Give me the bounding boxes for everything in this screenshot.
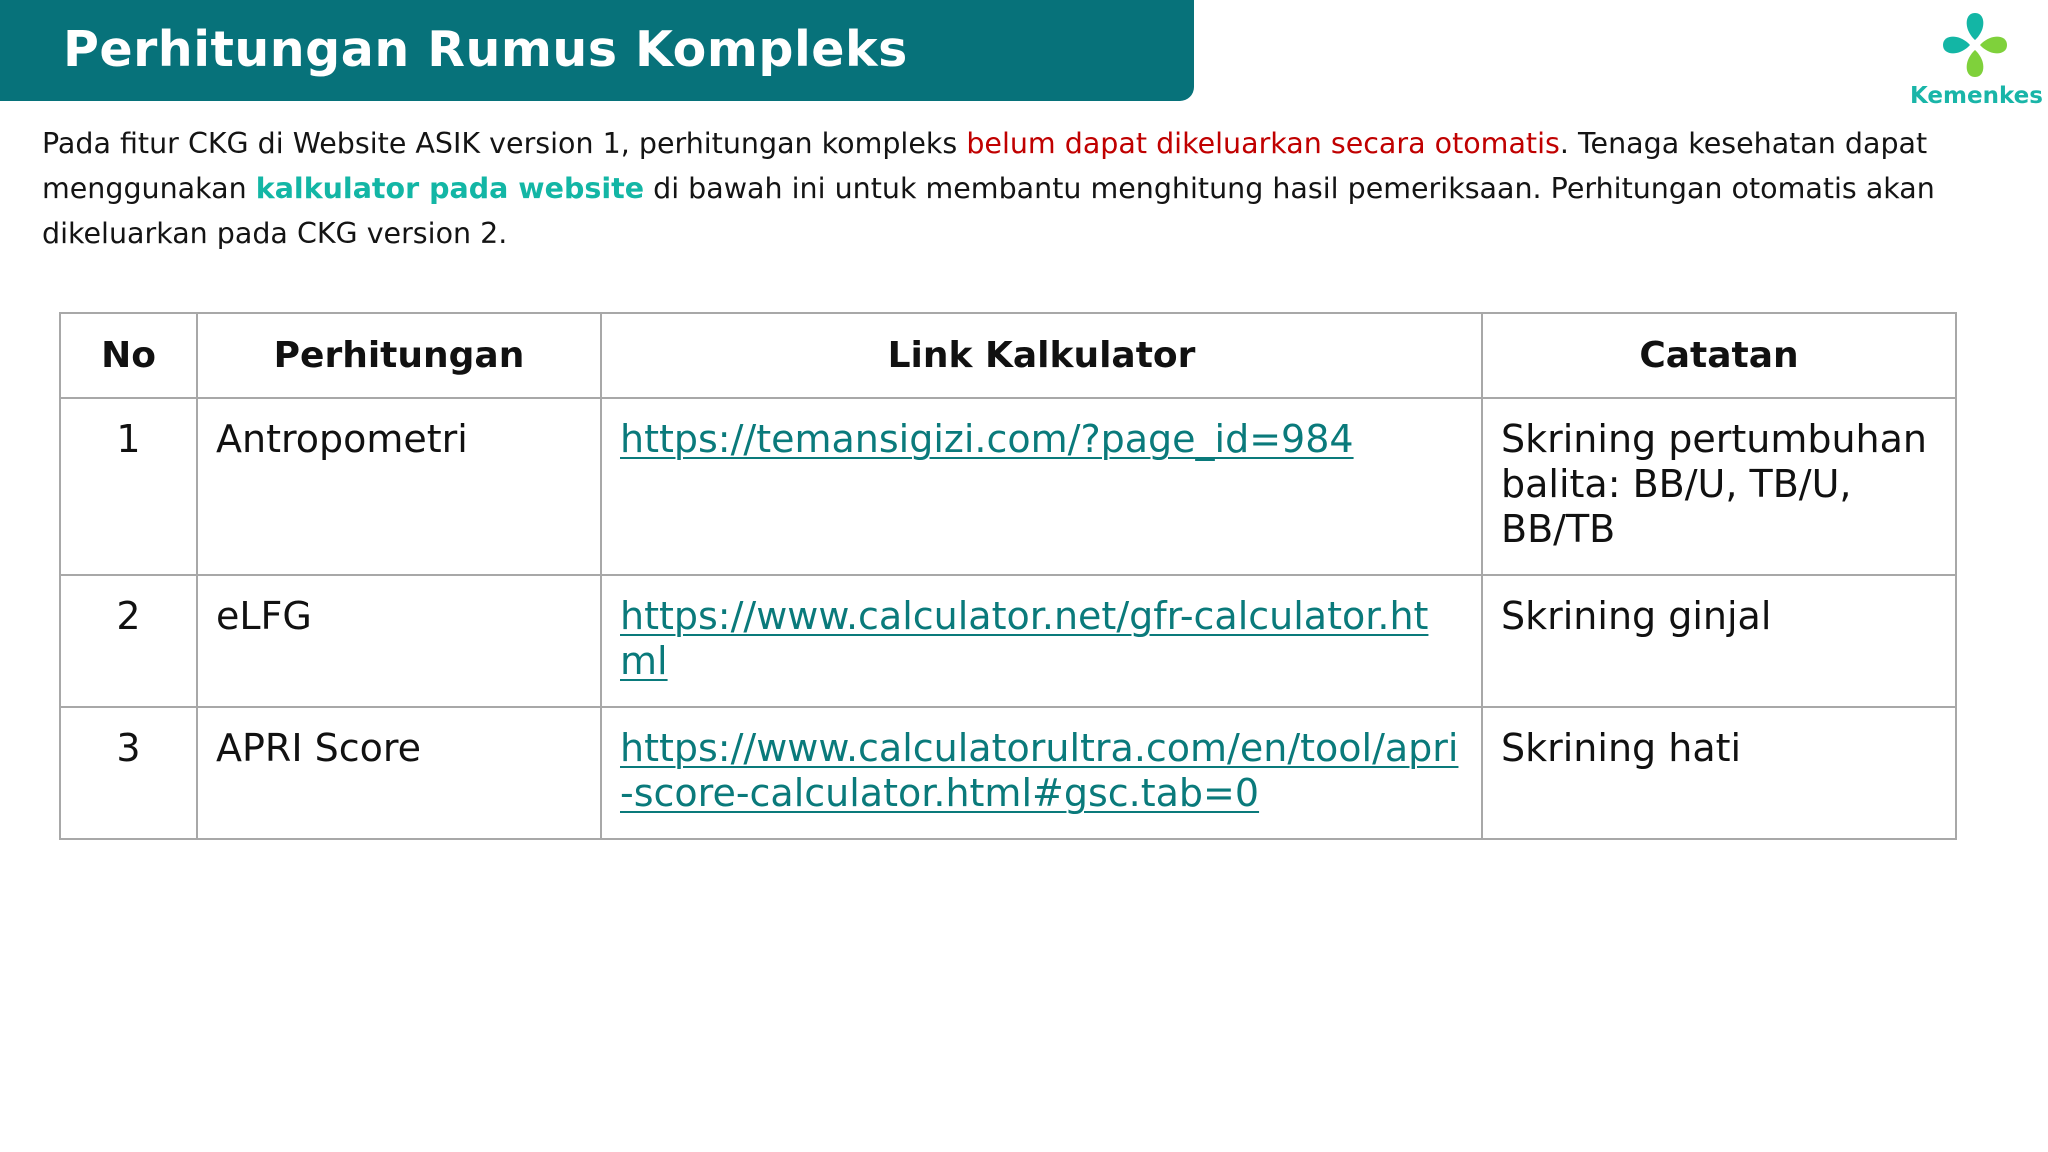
table-row	[60, 707, 1956, 839]
kemenkes-logo	[1900, 10, 2048, 115]
header-catatan: Catatan	[1482, 313, 1956, 398]
table-header-row	[60, 313, 1956, 398]
intro-text-1: Pada fitur CKG di Website ASIK version 1, perhitungan kompleks	[42, 127, 967, 160]
intro-text-3: di bawah ini untuk membantu menghitung hasil pemeriksaan. Perhitungan otomatis akan dikeluarkan pada CKG version 2.	[42, 172, 1935, 250]
row-number: 1	[60, 398, 197, 575]
title-banner	[0, 0, 1194, 101]
calculator-link[interactable]: https://www.calculator.net/gfr-calculator.html	[620, 594, 1429, 683]
row-catatan: Skrining ginjal	[1482, 575, 1956, 707]
row-link-cell	[601, 575, 1482, 707]
calculator-link[interactable]: https://temansigizi.com/?page_id=984	[620, 417, 1354, 461]
intro-text-2: . Tenaga kesehatan dapat menggunakan	[42, 127, 1928, 205]
intro-highlight-teal: kalkulator pada website	[255, 172, 645, 205]
header-link: Link Kalkulator	[601, 313, 1482, 398]
intro-highlight-red: belum dapat dikeluarkan secara otomatis	[966, 127, 1560, 160]
kemenkes-logo-icon	[1940, 10, 2010, 80]
row-number: 2	[60, 575, 197, 707]
table-row	[60, 575, 1956, 707]
row-number: 3	[60, 707, 197, 839]
page-title: Perhitungan Rumus Kompleks	[63, 21, 908, 78]
row-catatan: Skrining hati	[1482, 707, 1956, 839]
header-perhitungan: Perhitungan	[197, 313, 601, 398]
calculator-link[interactable]: https://www.calculatorultra.com/en/tool/apri-score-calculator.html#gsc.tab=0	[620, 726, 1459, 815]
row-link-cell	[601, 398, 1482, 575]
row-perhitungan: Antropometri	[197, 398, 601, 575]
calculator-table	[59, 312, 1957, 840]
row-catatan: Skrining pertumbuhan balita: BB/U, TB/U, BB/TB	[1482, 398, 1956, 575]
header-no: No	[60, 313, 197, 398]
row-link-cell	[601, 707, 1482, 839]
row-perhitungan: APRI Score	[197, 707, 601, 839]
row-perhitungan: eLFG	[197, 575, 601, 707]
table-row	[60, 398, 1956, 575]
kemenkes-logo-text: Kemenkes	[1910, 83, 2043, 109]
intro-paragraph	[42, 121, 1972, 256]
